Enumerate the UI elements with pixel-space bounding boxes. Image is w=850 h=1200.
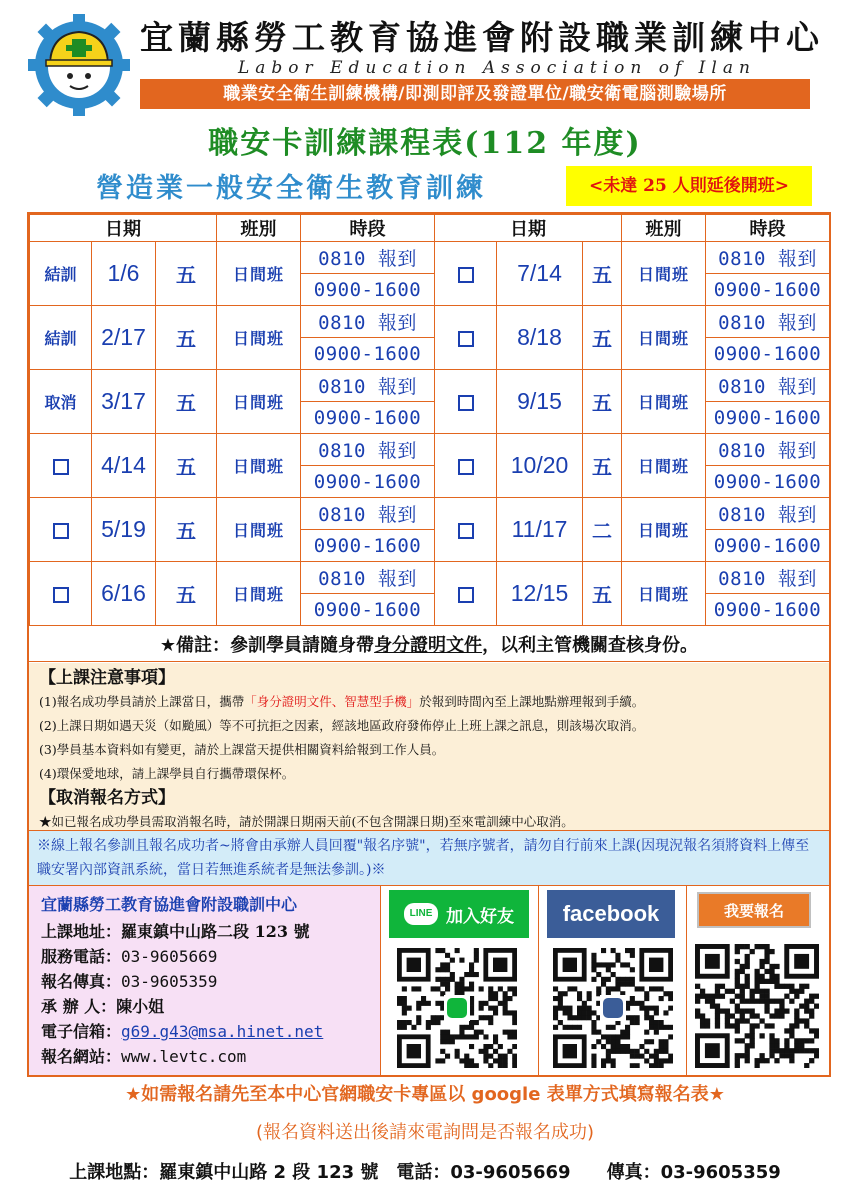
weekday-cell: 五	[583, 370, 622, 434]
status-cell[interactable]	[30, 434, 92, 498]
class-cell: 日間班	[622, 306, 706, 370]
phone-value: 03-9605669	[121, 947, 218, 966]
line-add-friend-label: 加入好友	[446, 906, 514, 927]
class-cell: 日間班	[622, 370, 706, 434]
note-item-4: (4)環保愛地球，請上課學員自行攜帶環保杯。	[39, 766, 295, 781]
weekday-cell: 五	[583, 562, 622, 626]
footer-confirm-note: (報名資料送出後請來電詢問是否報名成功)	[255, 1122, 595, 1143]
date-cell: 7/14	[497, 242, 583, 306]
checkbox-icon[interactable]	[458, 267, 474, 283]
minimum-enrollment-notice: <未達 25 人則延後開班>	[566, 166, 812, 206]
date-cell: 2/17	[92, 306, 156, 370]
weekday-cell: 五	[156, 306, 217, 370]
header-class-left: 班別	[217, 215, 301, 242]
class-cell: 日間班	[622, 242, 706, 306]
weekday-cell: 五	[583, 242, 622, 306]
status-cell[interactable]	[435, 498, 497, 562]
address-label: 上課地址：	[41, 922, 122, 941]
class-cell: 日間班	[217, 498, 301, 562]
class-cell: 日間班	[217, 562, 301, 626]
org-title: 宜蘭縣勞工教育協進會附設職業訓練中心	[140, 18, 824, 57]
facebook-qr-code-icon[interactable]	[553, 948, 673, 1068]
contact-web	[41, 1044, 368, 1069]
facebook-column	[539, 886, 687, 1075]
contact-info	[29, 886, 381, 1075]
weekday-cell: 五	[156, 434, 217, 498]
checkbox-icon[interactable]	[458, 331, 474, 347]
schedule-frame	[27, 212, 831, 1077]
line-icon	[447, 998, 467, 1018]
session-time-cell: 0900-1600	[301, 338, 435, 370]
report-time-cell: 0810 報到	[706, 370, 830, 402]
status-cell[interactable]	[435, 562, 497, 626]
session-time-cell: 0900-1600	[301, 274, 435, 306]
checkbox-icon[interactable]	[53, 459, 69, 475]
fax-value: 03-9605359	[121, 972, 218, 991]
line-column	[381, 886, 539, 1075]
class-cell: 日間班	[217, 242, 301, 306]
cancel-heading: 【取消報名方式】	[39, 788, 175, 808]
weekday-cell: 五	[583, 434, 622, 498]
person-label: 承 辦 人：	[41, 997, 117, 1016]
checkbox-icon[interactable]	[458, 523, 474, 539]
date-cell: 9/15	[497, 370, 583, 434]
org-description-strip: 職業安全衛生訓練機構/即測即評及發證單位/職安衛電腦測驗場所	[140, 79, 810, 109]
status-cell[interactable]	[435, 242, 497, 306]
session-time-cell: 0900-1600	[706, 402, 830, 434]
class-cell: 日間班	[217, 370, 301, 434]
report-time-cell: 0810 報到	[301, 498, 435, 530]
org-english-name: Labor Education Association of Ilan	[238, 58, 756, 78]
checkbox-icon[interactable]	[458, 395, 474, 411]
report-time-cell: 0810 報到	[301, 242, 435, 274]
register-column	[687, 886, 829, 1075]
session-time-cell: 0900-1600	[706, 530, 830, 562]
date-cell: 10/20	[497, 434, 583, 498]
table-row	[30, 562, 830, 594]
status-cell[interactable]	[30, 498, 92, 562]
report-time-cell: 0810 報到	[301, 370, 435, 402]
date-cell: 12/15	[497, 562, 583, 626]
class-cell: 日間班	[622, 562, 706, 626]
hardhat-logo-icon	[26, 12, 132, 118]
weekday-cell: 五	[583, 306, 622, 370]
contact-person	[41, 994, 368, 1019]
footer-location: 上課地點：羅東鎮中山路 2 段 123 號 電話：03-9605669 傳真：03-9605359	[69, 1162, 781, 1183]
date-cell: 8/18	[497, 306, 583, 370]
table-row	[30, 306, 830, 338]
session-time-cell: 0900-1600	[706, 594, 830, 626]
checkbox-icon[interactable]	[458, 459, 474, 475]
report-time-cell: 0810 報到	[301, 562, 435, 594]
note-item-1-text: (1)報名成功學員請於上課當日，攜帶	[39, 694, 245, 709]
line-icon: LINE	[404, 903, 438, 925]
contact-phone	[41, 944, 368, 969]
report-time-cell: 0810 報到	[706, 498, 830, 530]
class-cell: 日間班	[622, 434, 706, 498]
report-time-cell: 0810 報到	[706, 434, 830, 466]
report-time-cell: 0810 報到	[301, 306, 435, 338]
report-time-cell: 0810 報到	[301, 434, 435, 466]
class-cell: 日間班	[622, 498, 706, 562]
table-row	[30, 242, 830, 274]
status-cell[interactable]	[435, 306, 497, 370]
header-date-left: 日期	[30, 215, 217, 242]
session-time-cell: 0900-1600	[706, 274, 830, 306]
header-class-right: 班別	[622, 215, 706, 242]
session-time-cell: 0900-1600	[301, 594, 435, 626]
course-subtitle: 營造業一般安全衛生教育訓練	[96, 173, 486, 204]
session-time-cell: 0900-1600	[706, 338, 830, 370]
contact-address	[41, 919, 368, 944]
table-row	[30, 370, 830, 402]
date-cell: 6/16	[92, 562, 156, 626]
session-time-cell: 0900-1600	[706, 466, 830, 498]
schedule-table	[29, 214, 830, 626]
contact-org: 宜蘭縣勞工教育協進會附設職訓中心	[41, 895, 298, 914]
status-cell: 取消	[30, 370, 92, 434]
weekday-cell: 五	[156, 498, 217, 562]
footer-instruction: ★如需報名請先至本中心官網職安卡專區以 google 表單方式填寫報名表★	[125, 1084, 725, 1105]
facebook-button[interactable]: facebook	[547, 890, 675, 938]
email-label: 電子信箱：	[41, 1022, 122, 1041]
weekday-cell: 五	[156, 242, 217, 306]
table-header-row	[30, 215, 830, 242]
contact-fax	[41, 969, 368, 994]
date-cell: 11/17	[497, 498, 583, 562]
address-value: 羅東鎮中山路二段 123 號	[121, 922, 310, 941]
web-label: 報名網站：	[41, 1047, 122, 1066]
class-cell: 日間班	[217, 434, 301, 498]
header-time-left: 時段	[301, 215, 435, 242]
date-cell: 3/17	[92, 370, 156, 434]
course-notes	[29, 663, 829, 831]
line-add-friend-button[interactable]	[389, 890, 529, 938]
register-qr-code-icon[interactable]	[695, 944, 819, 1068]
notes-heading: 【上課注意事項】	[39, 668, 175, 688]
header-time-right: 時段	[706, 215, 830, 242]
status-cell: 結訓	[30, 242, 92, 306]
remark-underlined: 身分證明文件	[374, 635, 483, 656]
date-cell: 1/6	[92, 242, 156, 306]
line-qr-code-icon[interactable]	[397, 948, 517, 1068]
weekday-cell: 五	[156, 370, 217, 434]
note-item-1	[39, 690, 819, 714]
register-button[interactable]: 我要報名	[697, 892, 811, 928]
contact-email	[41, 1019, 368, 1044]
session-time-cell: 0900-1600	[301, 466, 435, 498]
report-time-cell: 0810 報到	[706, 242, 830, 274]
email-link[interactable]: g69.g43@msa.hinet.net	[121, 1022, 324, 1041]
checkbox-icon[interactable]	[53, 523, 69, 539]
person-value: 陳小姐	[116, 997, 165, 1016]
table-row	[30, 434, 830, 466]
remark-line	[29, 630, 829, 662]
fax-label: 報名傳真：	[41, 972, 122, 991]
report-time-cell: 0810 報到	[706, 562, 830, 594]
page-header	[0, 0, 850, 120]
note-item-3: (3)學員基本資料如有變更，請於上課當天提供相關資料給報到工作人員。	[39, 742, 445, 757]
header-date-right: 日期	[435, 215, 622, 242]
date-cell: 5/19	[92, 498, 156, 562]
status-cell[interactable]	[30, 562, 92, 626]
note-item-1-tail: 於報到時間內至上課地點辦理報到手續。	[419, 694, 645, 709]
status-cell[interactable]	[435, 370, 497, 434]
checkbox-icon[interactable]	[458, 587, 474, 603]
phone-label: 服務電話：	[41, 947, 122, 966]
note-item-2: (2)上課日期如遇天災（如颱風）等不可抗拒之因素，經該地區政府發佈停止上班上課之訊息，則該場次取消。	[39, 718, 645, 733]
web-link[interactable]: www.levtc.com	[121, 1047, 247, 1066]
remark-prefix: ★備註：參訓學員請隨身帶	[159, 635, 375, 656]
date-cell: 4/14	[92, 434, 156, 498]
course-title: 職安卡訓練課程表(112 年度)	[208, 126, 642, 161]
status-cell: 結訓	[30, 306, 92, 370]
remark-suffix: ，以利主管機關查核身份。	[482, 635, 699, 656]
cancel-text: ★如已報名成功學員需取消報名時，請於開課日期兩天前(不包含開課日期)至來電訓練中心取消。	[39, 814, 574, 829]
report-time-cell: 0810 報到	[706, 306, 830, 338]
class-cell: 日間班	[217, 306, 301, 370]
status-cell[interactable]	[435, 434, 497, 498]
session-time-cell: 0900-1600	[301, 402, 435, 434]
note-item-1-highlight: 「身分證明文件、智慧型手機」	[244, 694, 420, 709]
checkbox-icon[interactable]	[53, 587, 69, 603]
table-row	[30, 498, 830, 530]
weekday-cell: 五	[156, 562, 217, 626]
online-registration-note: ※線上報名參訓且報名成功者~將會由承辦人員回覆"報名序號"，若無序號者，請勿自行前來上課(因現況報名須將資料上傳至職安署內部資訊系統，當日若無進系統者是無法參訓。)※	[29, 831, 829, 886]
weekday-cell: 二	[583, 498, 622, 562]
session-time-cell: 0900-1600	[301, 530, 435, 562]
facebook-icon	[603, 998, 623, 1018]
